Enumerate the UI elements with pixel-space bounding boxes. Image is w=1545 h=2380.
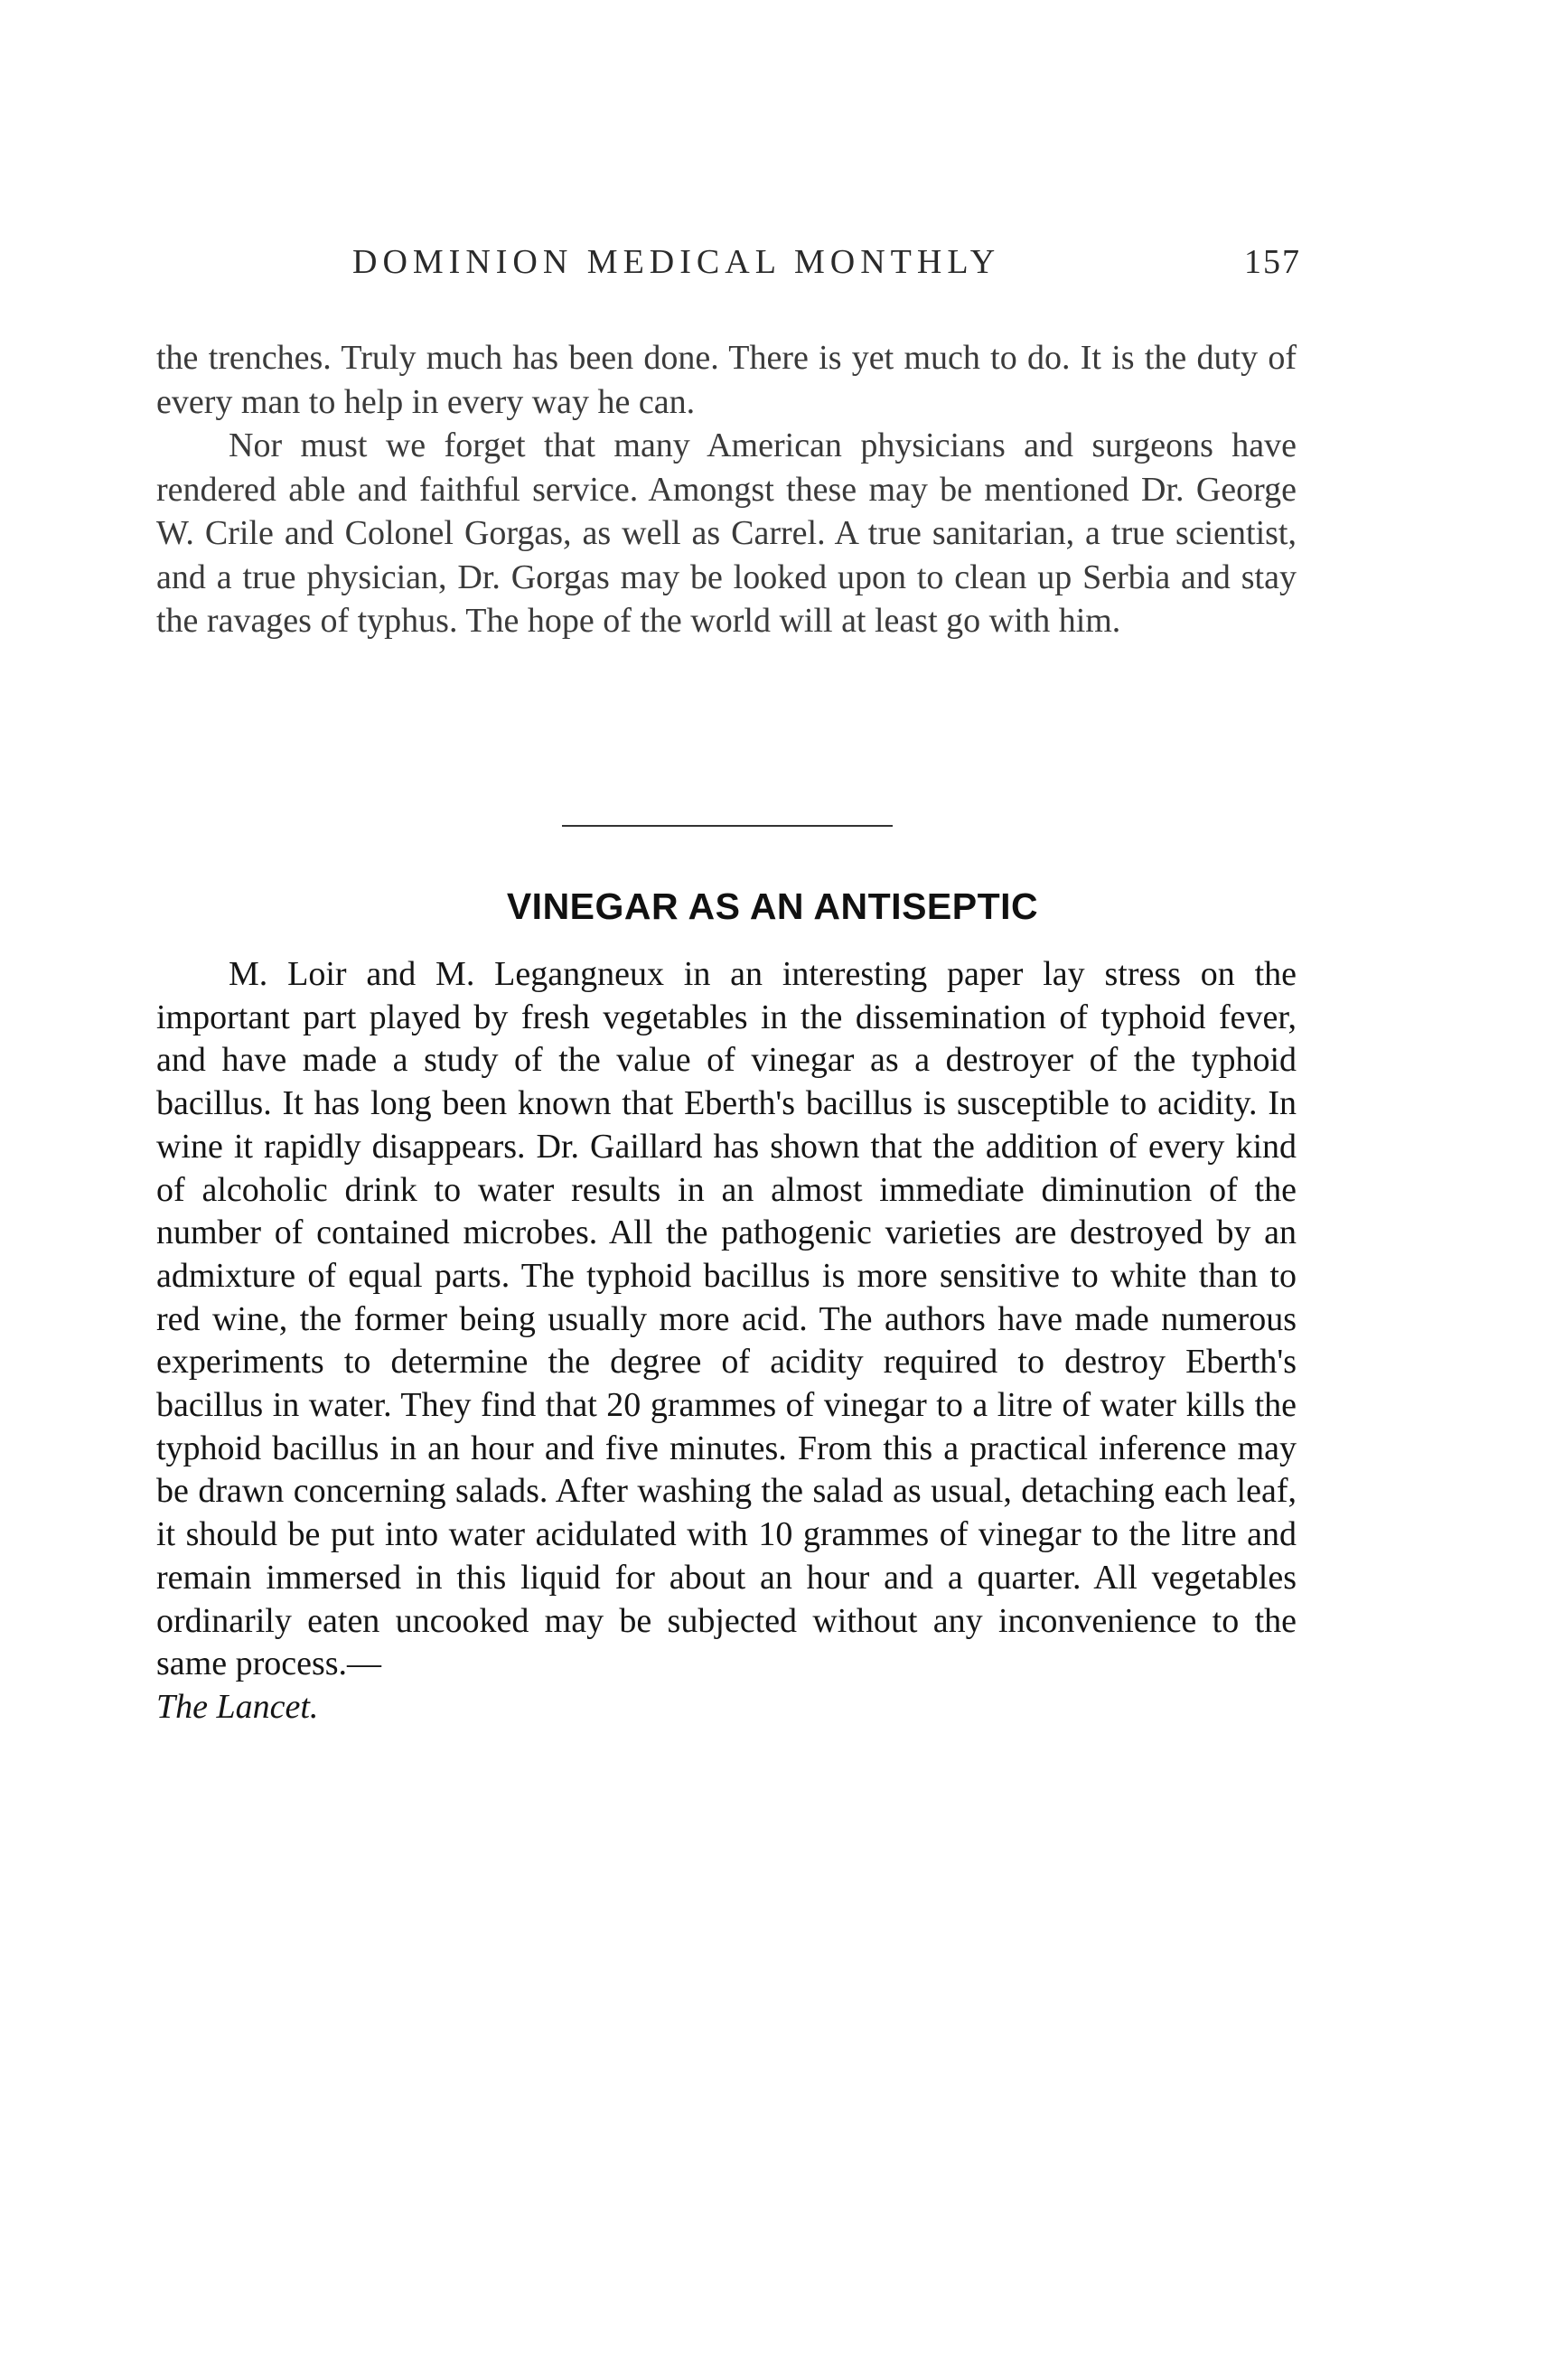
- article-source: The Lancet.: [156, 1687, 319, 1726]
- article-text: [156, 953, 1297, 1729]
- article-body: M. Loir and M. Legangneux in an interesting paper lay stress on the important part played by fresh vegetables in the dissemination of typhoid fever, and have made a study of the value of vinegar as a destroyer of the typhoid bacillus. It has long been known that Eberth's bacillus is susceptible to acidity. In wine it rapidly disappears. Dr. Gaillard has shown that the addition of every kind of alcoholic drink to water results in an almost immediate diminution of the number of contained microbes. All the pathogenic varieties are destroyed by an admixture of equal parts. The typhoid bacillus is more sensitive to white than to red wine, the former being usually more acid. The authors have made numerous experiments to determine the degree of acidity required to destroy Eberth's bacillus in water. They find that 20 grammes of vinegar to a litre of water kills the typhoid bacillus in an hour and five minutes. From this a practical inference may be drawn concerning salads. After washing the salad as usual, detaching each leaf, it should be put into water acidulated with 10 grammes of vinegar to the litre and remain immersed in this liquid for about an hour and a quarter. All vegetables ordinarily eaten uncooked may be subjected without any inconvenience to the same process.—: [156, 955, 1297, 1683]
- section-divider: [562, 825, 893, 827]
- paragraph: Nor must we forget that many American physicians and surgeons have rendered able and faithful service. Amongst these may be mentioned Dr. George W. Crile and Colonel Gorgas, as well as Carrel. A true sanitarian, a true scientist, and a true physician, Dr. Gorgas may be looked upon to clean up Serbia and stay the ravages of typhus. The hope of the world will at least go with him.: [156, 426, 1297, 640]
- article-title: VINEGAR AS AN ANTISEPTIC: [506, 885, 1039, 927]
- page-number: 157: [1244, 243, 1301, 281]
- paragraph: the trenches. Truly much has been done. There is yet much to do. It is the duty of every man to help in every way he can.: [156, 339, 1297, 421]
- journal-title: DOMINION MEDICAL MONTHLY: [352, 243, 1001, 281]
- article-body-paragraph: [156, 953, 1297, 1729]
- previous-article-text: [156, 336, 1297, 643]
